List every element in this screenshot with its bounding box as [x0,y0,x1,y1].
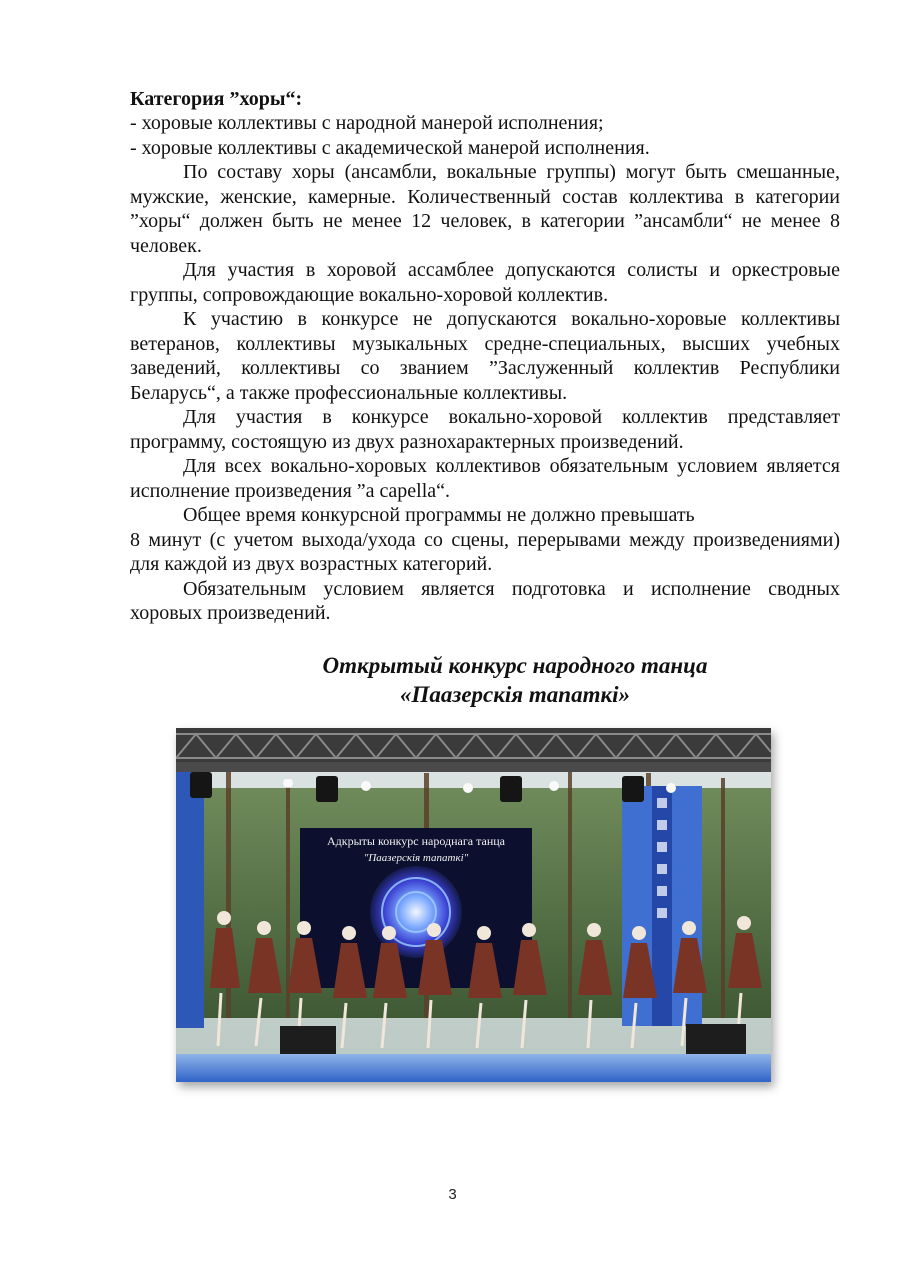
category-heading: Категория ”хоры“: [130,88,303,110]
section-title [130,651,900,709]
paragraph-exclusions: К участию в конкурсе не допускаются вокально-хоровые коллективы ветеранов, коллективы музыкальных средне-специальных, высших учебных заведений, коллективы со званием ”Заслуженный коллектив Республики Беларусь“, а также профессиональные коллективы. [130,308,840,404]
section-title-line2: «Паазерскія тапаткі» [399,682,631,707]
paragraph-soloists: Для участия в хоровой ассамблее допускаются солисты и оркестровые группы, сопровождающие вокально-хоровой коллектив. [130,259,840,306]
section-title-line1: Открытый конкурс народного танца [322,653,708,678]
paragraph-combined-works: Обязательным условием является подготовка и исполнение сводных хоровых произведений. [130,577,840,624]
page-number: 3 [448,1186,457,1203]
paragraph-composition: По составу хоры (ансамбли, вокальные группы) могут быть смешанные, мужские, женские, камерные. Количественный состав коллектива в категории ”хоры“ должен быть не менее 12 человек, в категории ”ансамбли“ не менее 8 человек. [130,161,840,257]
speaker-right [686,1024,746,1056]
document-body [130,87,840,626]
paragraph-program: Для участия в конкурсе вокально-хоровой коллектив представляет программу, состоящую из двух разнохарактерных произведений. [130,406,840,453]
stage-photo [176,728,771,1082]
list-item: - хоровые коллективы с народной манерой исполнения; [130,112,604,134]
screen-title-line1: Адкрыты конкурс народнага танца [327,834,505,848]
list-item: - хоровые коллективы с академической манерой исполнения. [130,136,650,159]
paragraph-time-limit: Общее время конкурсной программы не должно превышать [183,504,695,526]
speaker-left [280,1026,336,1056]
paragraph-a-capella: Для всех вокально-хоровых коллективов обязательным условием является исполнение произведения ”а capella“. [130,455,840,502]
screen-title-line2: "Паазерскія тапаткі" [363,852,469,864]
paragraph-time-details: 8 минут (с учетом выхода/ухода со сцены, перерывами между произведениями) для каждой из двух возрастных категорий. [130,528,840,575]
